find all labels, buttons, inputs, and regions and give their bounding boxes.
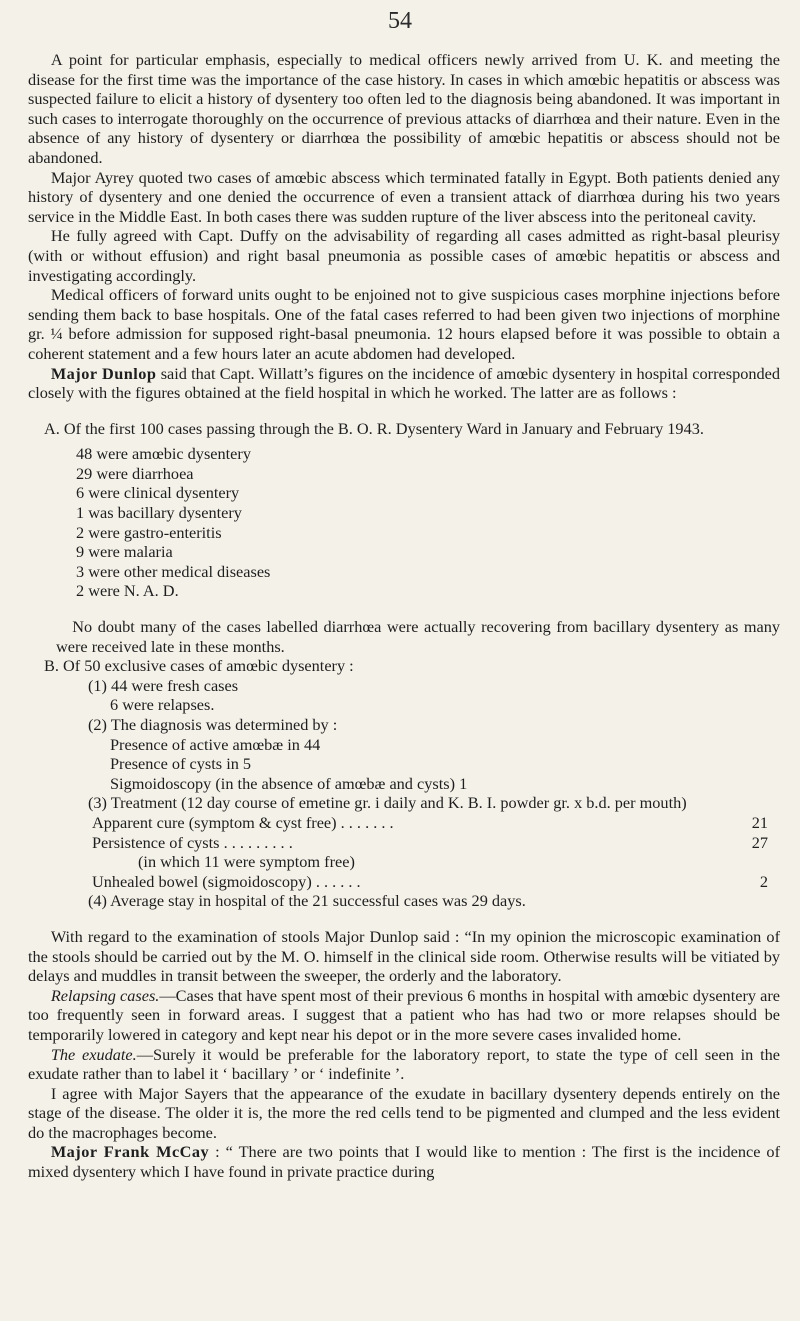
section-b-line2: (2) The diagnosis was determined by :: [88, 715, 338, 734]
section-b-line3: (3) Treatment (12 day course of emetine gr. i daily and K. B. I. powder gr. x b.d. per mouth): [88, 793, 687, 813]
exudate-text: —Surely it would be preferable for the laboratory report, to state the type of cell seen in the exudate rather than to label it ‘ bacillary ’ or ‘ indefinite ’.: [28, 1044, 780, 1084]
dunlop-intro-text: said that Capt. Willatt’s figures on the incidence of amœbic dysentery in hospital corresponded closely with the figures obtained at the field hospital in which he worked. The latter are as follows :: [28, 363, 780, 403]
list-item: 3 were other medical diseases: [76, 561, 271, 581]
paragraph-mccay: [28, 1142, 780, 1181]
row-label: Persistence of cysts . . . . . . . . .: [92, 832, 293, 852]
row-subnote: (in which 11 were symptom free): [138, 852, 355, 872]
paragraph-relapsing: [28, 986, 780, 1045]
list-item: 6 were clinical dysentery: [76, 483, 240, 503]
table-row: [28, 833, 780, 853]
row-value: 2: [759, 871, 768, 891]
body-text: [28, 50, 780, 1182]
exudate-title: The exudate.: [50, 1044, 137, 1064]
mccay-text: : “ There are two points that I would like to mention : The first is the incidence of mixed dysentery which I have found in private practice during: [28, 1142, 780, 1182]
section-b-line2b: Presence of cysts in 5: [110, 754, 252, 774]
row-value: 27: [751, 832, 768, 852]
section-b-line4: (4) Average stay in hospital of the 21 successful cases was 29 days.: [88, 891, 526, 911]
section-b-line1a: (1) 44 were fresh cases: [88, 675, 239, 695]
relapsing-title: Relapsing cases.: [50, 985, 160, 1005]
list-item: 1 was bacillary dysentery: [76, 503, 242, 523]
section-a-list: [28, 444, 780, 601]
paragraph-stools: With regard to the examination of stools Major Dunlop said : “In my opinion the microscopic examination of the stools should be carried out by the M. O. himself in the clinical side room. Otherwise results will be vitiated by delays and muddles in transit between the sweeper, the orderly and the laboratory.: [28, 926, 780, 986]
list-item: 29 were diarrhoea: [76, 463, 194, 483]
list-item: 9 were malaria: [76, 542, 173, 562]
table-row: [28, 813, 780, 833]
section-a-heading: A. Of the first 100 cases passing through the B. O. R. Dysentery Ward in January and February 1943.: [44, 418, 704, 438]
paragraph-case-history: A point for particular emphasis, especially to medical officers newly arrived from U. K. and meeting the disease for the first time was the importance of the case history. In cases in which amœbic hepatitis or abscess was suspected failure to elicit a history of dysentery too often led to the diagnosis being abandoned. It was important in such cases to interrogate thoroughly on the occurrence of previous attacks of diarrhœa and their nature. Even in the absence of any history of dysentery or diarrhœa the possibility of amœbic hepatitis or abscess should not be abandoned.: [28, 50, 780, 167]
section-a-note: No doubt many of the cases labelled diarrhœa were actually recovering from bacillary dysentery as many were received late in these months.: [56, 617, 780, 656]
section-b-line2c: Sigmoidoscopy (in the absence of amœbæ and cysts) 1: [110, 773, 468, 793]
paragraph-duffy: He fully agreed with Capt. Duffy on the advisability of regarding all cases admitted as right-basal pleurisy (with or without effusion) and right basal pneumonia as possible cases of amœbic hepatitis or abscess and investigating accordingly.: [28, 226, 780, 285]
page-number: 54: [388, 8, 412, 34]
list-item: 2 were N. A. D.: [76, 581, 179, 601]
speaker-name: Major Dunlop: [50, 363, 157, 383]
list-item: 2 were gastro-enteritis: [76, 522, 222, 542]
section-b-line1b: 6 were relapses.: [110, 695, 215, 715]
table-row: [28, 872, 780, 892]
row-label: Unhealed bowel (sigmoidoscopy) . . . . . .: [92, 871, 361, 891]
paragraph-morphine: Medical officers of forward units ought to be enjoined not to give suspicious cases morphine injections before sending them back to base hospitals. One of the fatal cases referred to had been given two injections of morphine gr. ¼ before admission for supposed right-basal pneumonia. 12 hours elapsed before it was possible to obtain a coherent statement and a few hours later an acute abdomen had developed.: [28, 285, 780, 363]
row-value: 21: [751, 812, 768, 832]
paragraph-dunlop-intro: [28, 364, 780, 403]
paragraph-exudate: [28, 1045, 780, 1084]
paragraph-sayers: I agree with Major Sayers that the appearance of the exudate in bacillary dysentery depends entirely on the stage of the disease. The older it is, the more the red cells tend to be pigmented and clumped and the less evident do the macrophages become.: [28, 1083, 780, 1142]
speaker-name: Major Frank McCay: [50, 1142, 210, 1162]
list-item: 48 were amœbic dysentery: [76, 444, 251, 464]
paragraph-ayrey: Major Ayrey quoted two cases of amœbic abscess which terminated fatally in Egypt. Both patients denied any history of dysentery and one denied the occurrence of even a transient attack of diarrhœa during his two years service in the Middle East. In both cases there was sudden rupture of the liver abscess into the peritoneal cavity.: [28, 167, 780, 226]
section-b-line2a: Presence of active amœbæ in 44: [110, 734, 321, 754]
relapsing-text: —Cases that have spent most of their previous 6 months in hospital with amœbic dysentery are too frequently seen in forward areas. I suggest that a patient who has had two or more relapses should be temporarily lowered in category and kept near his depot or in the more severe cases invalided home.: [28, 985, 780, 1044]
row-label: Apparent cure (symptom & cyst free) . . . . . . .: [92, 812, 394, 832]
section-b-heading: B. Of 50 exclusive cases of amœbic dysentery :: [44, 656, 354, 676]
